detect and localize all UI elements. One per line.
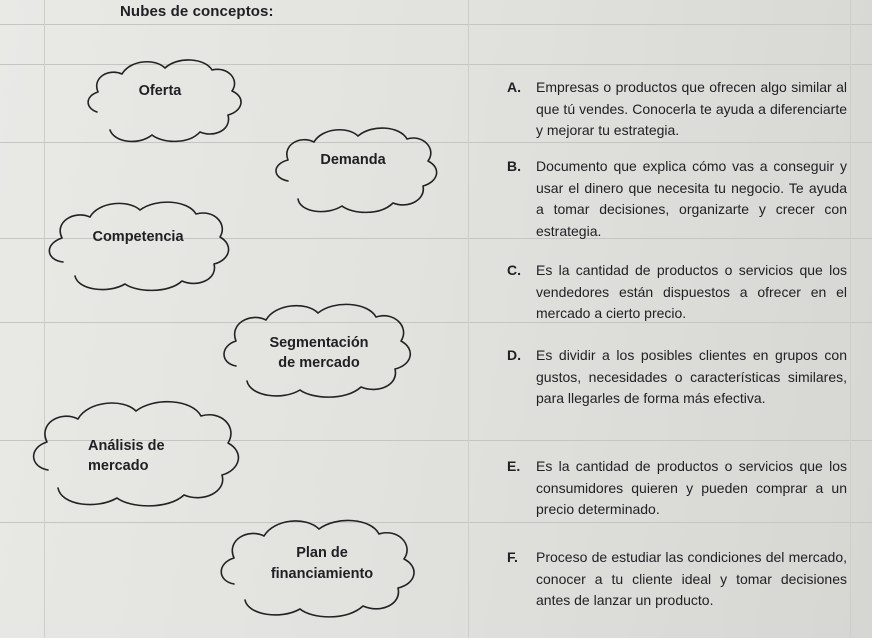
concept-label-plan: Plan de financiamiento [270, 545, 374, 582]
definition-f [507, 547, 847, 612]
concept-label-competencia: Competencia [92, 229, 184, 245]
definition-letter: A. [507, 79, 521, 95]
concept-label-oferta: Oferta [138, 83, 182, 99]
definition-text: Es la cantidad de productos o servicios que los consumidores quieren y pueden comprar a un precio determinado. [536, 458, 847, 517]
definition-a [507, 77, 847, 142]
definition-text: Empresas o productos que ofrecen algo similar al que tú vendes. Conocerla te ayuda a diferenciarte y mejorar tu estrategia. [536, 79, 847, 138]
cloud-demanda [276, 128, 437, 212]
definition-e [507, 456, 847, 521]
definition-text: Es dividir a los posibles clientes en grupos con gustos, necesidades o características similares, para llegarles de forma más efectiva. [536, 347, 847, 406]
definition-text: Es la cantidad de productos o servicios que los vendedores están dispuestos a ofrecer en el mercado a cierto precio. [536, 262, 847, 321]
definition-text: Proceso de estudiar las condiciones del mercado, conocer a tu cliente ideal y tomar decisiones antes de lanzar un producto. [536, 549, 847, 608]
definition-d [507, 345, 847, 410]
worksheet-title: Nubes de conceptos: [120, 3, 274, 20]
definition-text: Documento que explica cómo vas a conseguir y usar el dinero que necesita tu negocio. Te ayuda a tomar decisiones, organizarte y crecer con estrategia. [536, 158, 847, 239]
concept-label-analisis: Análisis de mercado [88, 438, 165, 474]
definition-c [507, 260, 847, 325]
definition-letter: E. [507, 458, 521, 474]
concept-label-segmentacion: Segmentación de mercado [269, 335, 369, 371]
definition-letter: D. [507, 347, 521, 363]
concept-label-demanda: Demanda [320, 152, 386, 168]
definition-letter: C. [507, 262, 521, 278]
definition-letter: F. [507, 549, 518, 565]
definition-b [507, 156, 847, 242]
definition-letter: B. [507, 158, 521, 174]
